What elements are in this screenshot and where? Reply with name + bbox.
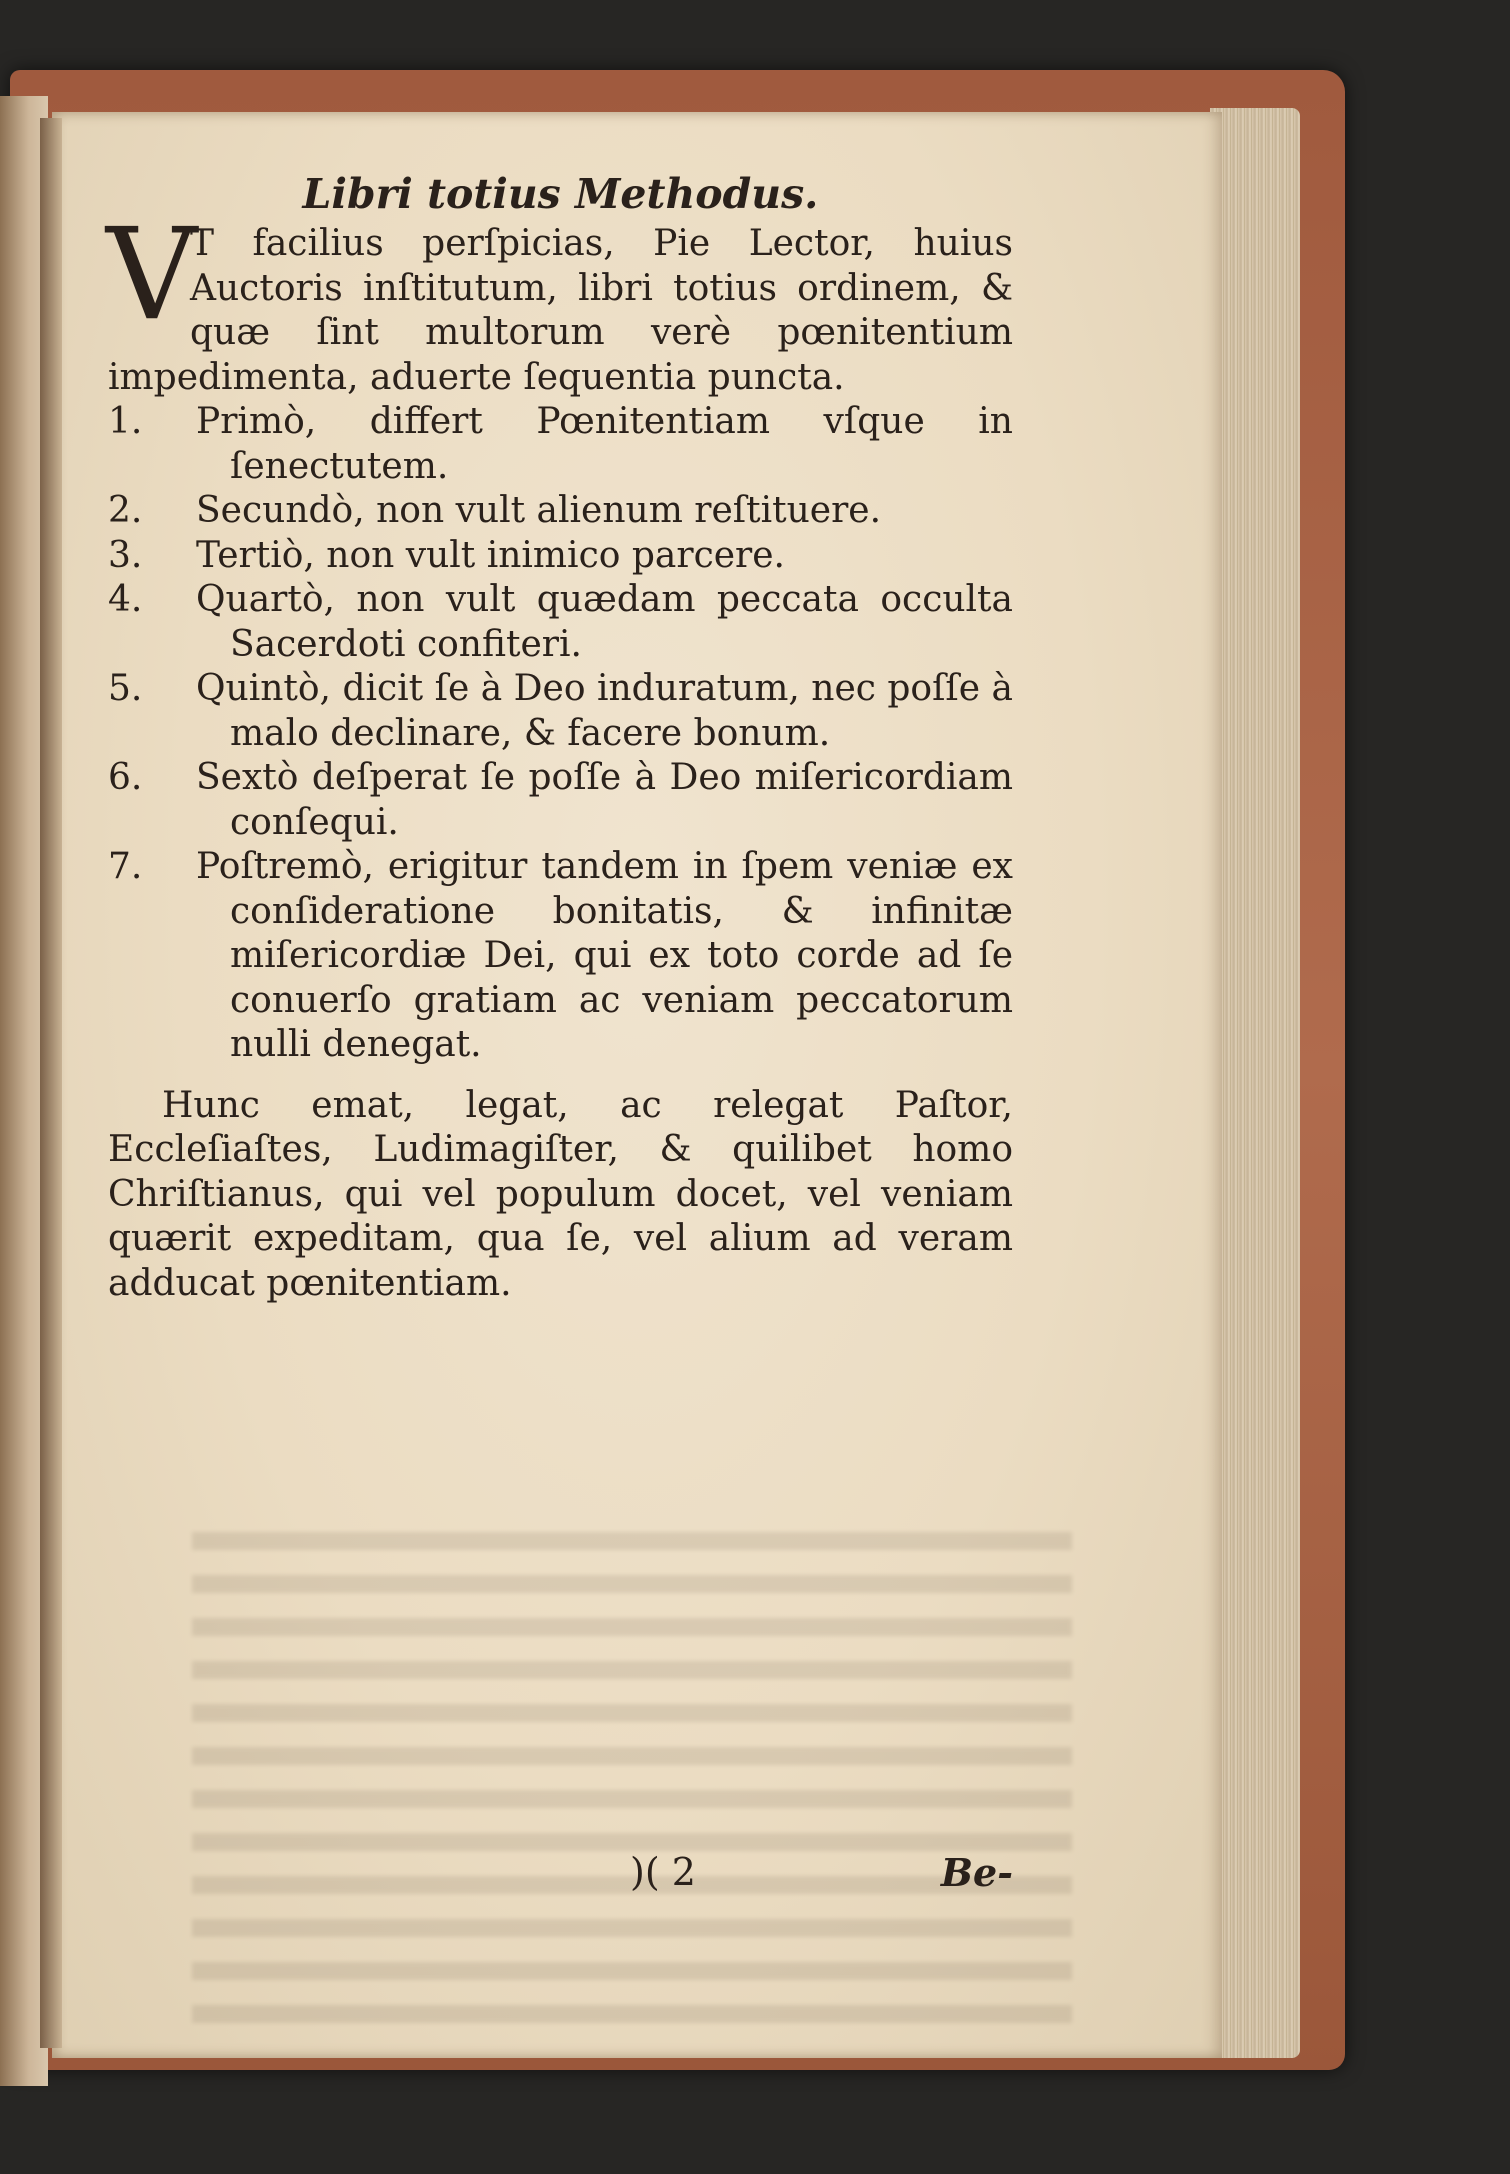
- list-item: [108, 489, 1013, 534]
- list-item: [108, 534, 1013, 579]
- intro-text: T facilius perſpicias, Pie Lector, huius Auctoris inſtitutum, libri totius ordinem, & quæ ſint multorum verè pœnitentium impedimenta, aduerte ſequentia puncta.: [108, 223, 1013, 398]
- item-text: Quartò, non vult quædam peccata occulta Sacerdoti confiteri.: [196, 579, 1013, 665]
- page-title: Libri totius Methodus.: [302, 170, 819, 218]
- item-text: Quintò, dicit ſe à Deo induratum, nec poſſe à malo declinare, & facere bonum.: [196, 668, 1013, 754]
- drop-cap: V: [106, 201, 197, 348]
- catchword: Be-: [940, 1850, 1013, 1895]
- item-number: 6.: [108, 757, 143, 798]
- item-text: Secundò, non vult alienum reſtituere.: [196, 490, 882, 531]
- item-number: 1.: [108, 401, 143, 442]
- item-number: 4.: [108, 579, 143, 620]
- page-footer: [108, 1850, 1013, 1898]
- page-text-block: [108, 170, 1013, 1306]
- item-number: 2.: [108, 490, 143, 531]
- closing-paragraph: Hunc emat, legat, ac relegat Paſtor, Eccleſiaſtes, Ludimagiſter, & quilibet homo Chriſtianus, qui vel populum docet, vel veniam quærit expeditam, qua ſe, vel alium ad veram adducat pœnitentiam.: [108, 1084, 1013, 1304]
- book-gutter: [40, 118, 62, 2048]
- item-text: Primò, differt Pœnitentiam vſque in ſenectutem.: [196, 401, 1013, 487]
- list-item: [108, 400, 1013, 489]
- show-through-text: [192, 1532, 1072, 2032]
- item-text: Tertiò, non vult inimico parcere.: [196, 534, 785, 576]
- signature-mark: )( 2: [630, 1850, 696, 1894]
- list-item: [108, 756, 1013, 845]
- intro-paragraph: [106, 201, 1013, 400]
- page-block-edges: [1210, 108, 1300, 2058]
- item-number: 5.: [108, 668, 143, 709]
- list-item: [108, 845, 1013, 1068]
- points-list: [108, 400, 1013, 1068]
- item-number: 3.: [108, 534, 143, 576]
- item-text: Poſtremò, erigitur tandem in ſpem veniæ ex conſideratione bonitatis, & infinitæ miſericordiæ Dei, qui ex toto corde ad ſe conuerſo gratiam ac veniam peccatorum nulli denegat.: [196, 846, 1013, 1065]
- list-item: [108, 578, 1013, 667]
- item-number: 7.: [108, 846, 143, 887]
- item-text: Sextò deſperat ſe poſſe à Deo miſericordiam conſequi.: [196, 757, 1013, 843]
- list-item: [108, 667, 1013, 756]
